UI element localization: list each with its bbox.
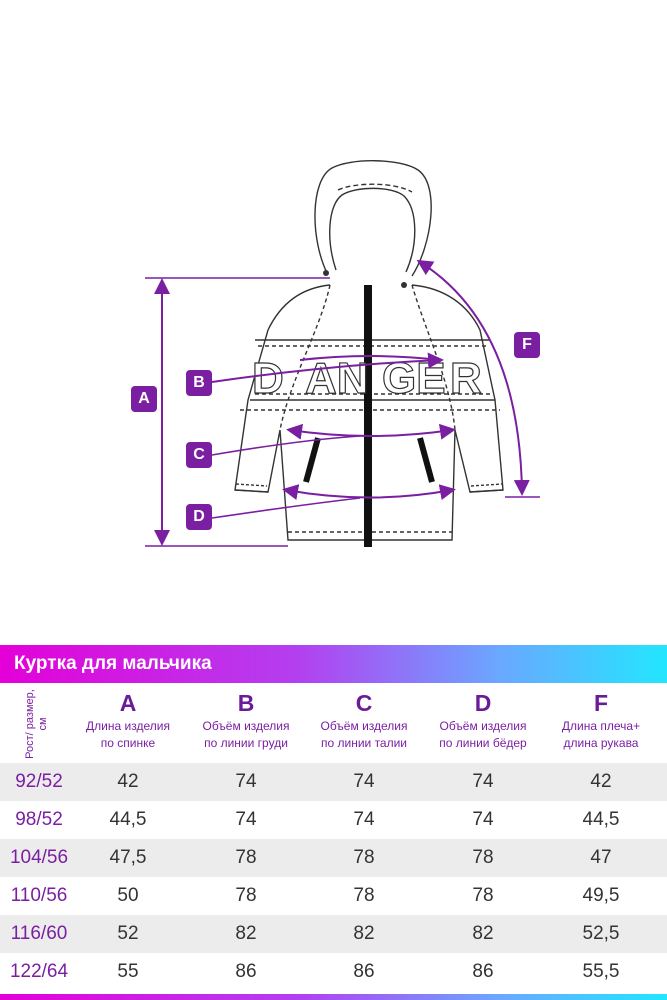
column-c-header xyxy=(304,683,424,752)
value-c: 82 xyxy=(353,923,375,944)
value-a: 44,5 xyxy=(109,809,147,830)
table-row xyxy=(0,763,667,801)
size-cell: 122/64 xyxy=(9,961,69,982)
column-f-header xyxy=(541,683,661,752)
column-d-header xyxy=(423,683,543,752)
label-f: F xyxy=(514,332,540,358)
size-cell: 98/52 xyxy=(15,809,63,830)
column-a-header xyxy=(68,683,188,752)
table-row xyxy=(0,877,667,915)
column-desc: Объём изделия xyxy=(320,719,408,733)
table-row xyxy=(0,801,667,839)
column-letter: B xyxy=(237,690,255,716)
size-chart-header xyxy=(0,645,667,683)
svg-text:GE: GE xyxy=(382,354,446,403)
value-a: 50 xyxy=(117,885,139,906)
value-f: 49,5 xyxy=(582,885,620,906)
value-d: 74 xyxy=(472,771,494,792)
value-f: 47 xyxy=(590,847,612,868)
column-letter: C xyxy=(355,690,373,716)
value-b: 82 xyxy=(235,923,257,944)
table-row xyxy=(0,839,667,877)
value-a: 42 xyxy=(117,771,139,792)
value-b: 78 xyxy=(235,847,257,868)
label-a: A xyxy=(131,386,157,412)
label-d: D xyxy=(186,504,212,530)
value-c: 74 xyxy=(353,771,375,792)
value-f: 42 xyxy=(590,771,612,792)
value-b: 78 xyxy=(235,885,257,906)
size-cell: 110/56 xyxy=(10,885,68,906)
value-d: 86 xyxy=(472,961,494,982)
value-a: 55 xyxy=(117,961,139,982)
column-b-header xyxy=(186,683,306,752)
column-desc: длина рукава xyxy=(563,736,639,750)
value-d: 74 xyxy=(472,809,494,830)
column-letter: A xyxy=(119,690,137,716)
column-desc: по линии груди xyxy=(204,736,288,750)
value-a: 47,5 xyxy=(109,847,147,868)
table-header xyxy=(0,683,667,763)
label-b: B xyxy=(186,370,212,396)
svg-text:D: D xyxy=(252,354,284,403)
column-desc: Длина плеча+ xyxy=(561,719,641,733)
size-column-caption: Рост/ размер, см xyxy=(24,689,49,759)
size-cell: 104/56 xyxy=(9,847,69,868)
value-f: 44,5 xyxy=(582,809,620,830)
column-desc: по спинке xyxy=(100,736,156,750)
column-desc: Объём изделия xyxy=(202,719,290,733)
value-c: 78 xyxy=(353,885,375,906)
value-c: 78 xyxy=(353,847,375,868)
value-f: 52,5 xyxy=(582,923,620,944)
column-letter: D xyxy=(474,690,492,716)
table-row xyxy=(0,915,667,953)
value-c: 74 xyxy=(353,809,375,830)
column-letter: F xyxy=(593,690,609,716)
value-d: 78 xyxy=(472,847,494,868)
value-c: 86 xyxy=(353,961,375,982)
size-cell: 92/52 xyxy=(15,771,63,792)
value-a: 52 xyxy=(117,923,139,944)
column-desc: по линии талии xyxy=(320,736,408,750)
column-desc: Объём изделия xyxy=(439,719,527,733)
value-d: 78 xyxy=(472,885,494,906)
column-desc: по линии бёдер xyxy=(439,736,527,750)
value-d: 82 xyxy=(472,923,494,944)
bottom-gradient-bar xyxy=(0,994,667,1000)
size-cell: 116/60 xyxy=(10,923,68,944)
label-c: C xyxy=(186,442,212,468)
value-b: 74 xyxy=(235,771,257,792)
value-b: 86 xyxy=(235,961,257,982)
svg-text:AN: AN xyxy=(305,354,369,403)
table-row xyxy=(0,953,667,991)
svg-text:R: R xyxy=(450,354,482,403)
size-chart-title: Куртка для мальчика xyxy=(14,653,212,674)
column-desc: Длина изделия xyxy=(86,719,170,733)
value-f: 55,5 xyxy=(582,961,620,982)
value-b: 74 xyxy=(235,809,257,830)
